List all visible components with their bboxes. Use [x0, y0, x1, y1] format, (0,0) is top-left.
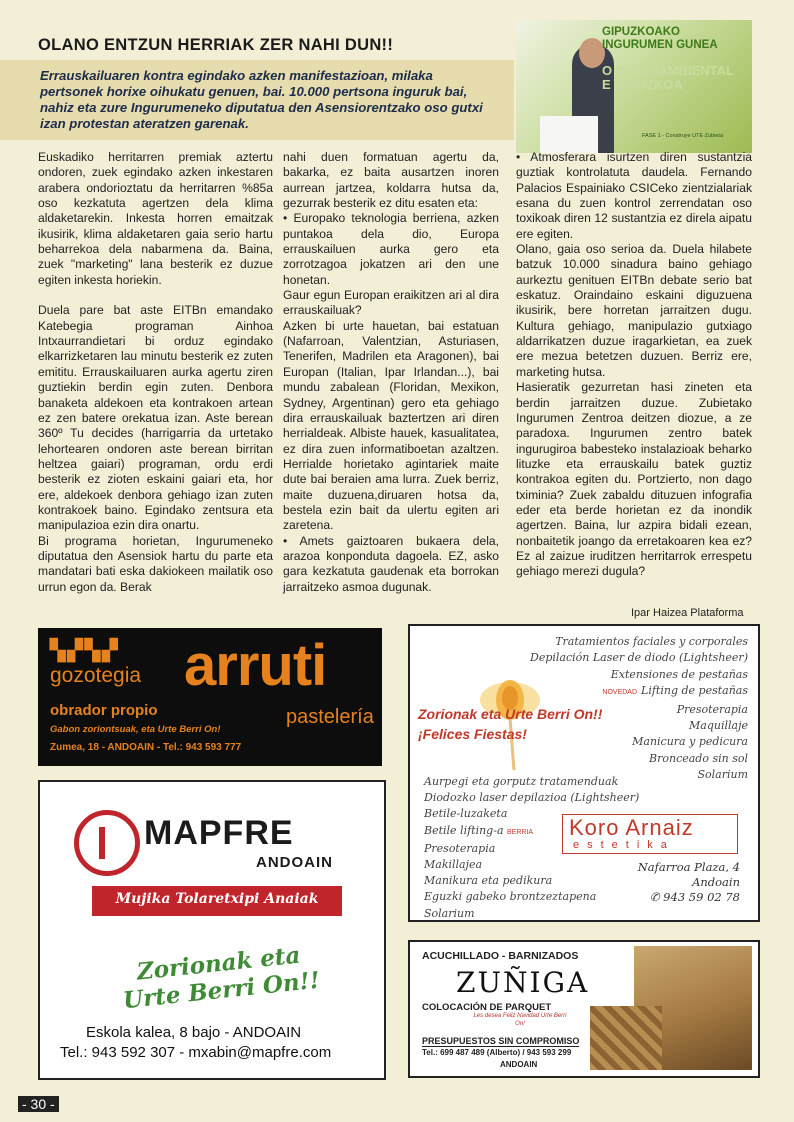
- photo-sign-text-2: O MEDIOAMBIENTAL E GIPUZKOA: [602, 63, 734, 92]
- arruti-obrador: obrador propio: [50, 702, 158, 719]
- zuniga-service: COLOCACIÓN DE PARQUET: [422, 1002, 552, 1013]
- ad-koro-arnaiz: [408, 624, 760, 922]
- parquet-tiles-photo: [590, 1006, 662, 1070]
- koro-greeting-basque: Zorionak eta Urte Berri On!!: [418, 706, 603, 722]
- zuniga-greeting: Les desea Feliz Navidad Urte Berri On!: [473, 1013, 567, 1027]
- mapfre-logo-icon: [74, 810, 140, 876]
- photo-caption: FASE 1 - Construye UTE Zubieta: [642, 133, 724, 139]
- article-signature: Ipar Haizea Plataforma: [631, 607, 744, 619]
- arruti-address: Zumea, 18 - ANDOAIN - Tel.: 943 593 777: [50, 742, 242, 753]
- ad-mapfre: [38, 780, 386, 1080]
- article-column-1: Euskadiko herritarren premiak aztertu ondoren, zuek egindako azken inkestaren arabera ondorioztatu da herritarren %85a oso kezkatuta agertzen dela klima aldaketarekin. Inkesta horren emaitzak ikusirik, klima aldaketaren gaia serio hartu beharrekoa dela nabarmena da. Baina, zuek "marketing" lana besterik ez duzue egiten inkesta horiekin. Duela pare bat aste EITBn emandako Katebegia programan Ainhoa Intxaurrandietari bi orduz egindako elkarrizketaren lau minutu besterik ez zuten emititu. Errauskailuaren aurka agertu ziren guztiekin berdin egin zuten. Denbora banaketa aldekoen eta kontrakoen artean ez zen batere orekatua izan. Aste berean 360º Tu decides (harrigarria da urtetako lehortearen ondoren aste berean birritan heltzea gaiari) programan, ordu erdi besterik ez zioten eskaini gaiari eta, hor ere, aldekoek denbora gehiago izan zuten kontrakoek baino. Egindako zentsura eta manipulazioa ezin dira onartu. Bi programa horietan, Ingurumeneko diputatua den Asensiok hartu du parte eta mandatari bati eska dakiokeen mailatik oso urrun egon da. Berak: [38, 150, 273, 594]
- page-number: - 30 -: [18, 1096, 59, 1112]
- article-lead-band: [0, 60, 514, 140]
- arruti-pasteleria: pastelería: [286, 706, 374, 728]
- mapfre-greeting: Zorionak eta Urte Berri On!!: [121, 941, 322, 1015]
- ad-zuniga: [408, 940, 760, 1078]
- ad-arruti: [38, 628, 382, 766]
- article-column-3: • Atmosferara isurtzen diren sustantzia guztiak kontrolatuta daudela. Fernando Palacios Espainiako CSICeko zientzialariak esana du zuen kontrol zerrendatan oso toxikoak diren 12 sustantzia ez direla aipatu ere egiten. Olano, gaia oso serioa da. Duela hilabete batzuk 10.000 sinadura baino gehiago aurkeztu genituen EITBn debate serio bat eskatuz. Oraindaino eskaini diguzuena ikusirik, bere horretan jarraitzen dugu. Kultura gehiago, manipulazio gutxiago aldarrikatzen duzue iragarkietan, ea zuek ere mezua betetzen duzuen. Berriz ere, marketing hutsa. Hasieratik gezurretan hasi zineten eta berdin jarraitzen duzue. Zubietako Ingurumen Zentroa deitzen diozue, a ze paradoxa. Ingurumen zentro batek ingurugiroa babesteko instalazioak beharko lituzke eta errauskailu batek guztiz kontrakoa egiten du. Portzierto, non dago tximinia? Zuek zabaldu dituzuen infografia eder eta berde horietan ez da inondik agertzen. Baina, lur azpira bidali ezean, nonbaitetik joango da erretakoaren kea ez? Ez al zaizue iruditzen herritarrok errespetu gehiago merezi dugula?: [516, 150, 752, 579]
- mapfre-agency-band: [92, 886, 342, 916]
- zuniga-brand: ZUÑIGA: [456, 966, 590, 999]
- zuniga-header: ACUCHILLADO - BARNIZADOS: [422, 950, 579, 962]
- podium: [540, 116, 598, 153]
- mapfre-brand: MAPFRE: [144, 814, 294, 852]
- koro-phone: ✆ 943 59 02 78: [649, 890, 740, 904]
- koro-brand-box: [562, 814, 738, 854]
- mapfre-contact: Tel.: 943 592 307 - mxabin@mapfre.com: [60, 1044, 332, 1061]
- arruti-greeting: Gabon zoriontsuak, eta Urte Berri On!: [50, 724, 221, 735]
- article-photo: [516, 20, 752, 153]
- photo-sign-text: GIPUZKOAKO INGURUMEN GUNEA: [602, 26, 718, 51]
- koro-address: Nafarroa Plaza, 4 Andoain ✆ 943 59 02 78: [637, 860, 740, 904]
- zuniga-phones: Tel.: 699 487 489 (Alberto) / 943 593 299: [422, 1048, 572, 1057]
- arruti-gozotegia: gozotegia: [50, 664, 142, 687]
- koro-services-basque: Aurpegi eta gorputz tratamenduak Diodozko laser depilazioa (Lightsheer) Betile-luzaketa Betile lifting-a BERRIA Presoterapia Makillajea Manikura eta pedikura Eguzki gabeko brontzeztapena Solarium: [424, 775, 640, 920]
- koro-berria-badge: BERRIA: [507, 828, 534, 836]
- mapfre-town: ANDOAIN: [256, 854, 333, 871]
- mapfre-agency: Mujika Tolaretxipi Anaiak: [115, 891, 319, 907]
- article-title: OLANO ENTZUN HERRIAK ZER NAHI DUN!!: [38, 36, 394, 54]
- koro-brand-name: Koro Arnaiz: [569, 815, 694, 840]
- zuniga-town: ANDOAIN: [500, 1060, 538, 1069]
- koro-brand-sub: estetika: [573, 839, 675, 851]
- koro-novedad-badge: NOVEDAD: [602, 689, 638, 697]
- article-column-2: nahi duen formatuan agertu da, bakarka, ez baita ausartzen inoren aurrean jartzea, koldarra hutsa da, gezurrak besterik ez ditu esaten eta: • Europako teknologia berriena, azken puntakoa dela dio, Europa errauskailuen aurka gero eta zorrotzagoa jokatzen ari den une honetan. Gaur egun Europan eraikitzen ari al dira errauskailuak? Azken bi urte hauetan, bai estatuan (Nafarroan, Valentzian, Asturiasen, Tenerifen, Madrilen eta Aragonen), bai Europan (Italian, Ipar Irlandan...), bai mundu zabalean (Floridan, Mexikon, Sydney, Argentinan) gero eta gehiago dira errauskailuak baztertzen ari diren herrialdeak. Albiste hauek, kasualitatea, ez dira zuen informatiboetan azaltzen. Herrialde horietako agintariek maite dute bai beraien ama lurra. Zuek berriz, maite duzuena,diruaren hotsa da, bestela ezin bait da ulertu egiten ari zaretena. • Amets gaiztoaren bukaera dela, arazoa konponduta dagoela. EZ, asko gara kezkatuta gaudenak eta borrokan jarraitzeko asmoa dugunak.: [283, 150, 499, 594]
- zuniga-budget: PRESUPUESTOS SIN COMPROMISO: [422, 1036, 580, 1046]
- koro-greeting-spanish: ¡Felices Fiestas!: [418, 726, 527, 742]
- article-lead: Errauskailuaren kontra egindako azken manifestazioan, milaka pertsonek horixe oihukatu genuen, bai. 10.000 pertsona inguruk bai, nahiz eta zure Ingurumeneko diputatua den Asensiorentzako oso gutxi izan protestan ateratzen garenak.: [40, 68, 483, 131]
- mapfre-address: Eskola kalea, 8 bajo - ANDOAIN: [86, 1024, 302, 1041]
- arruti-logo-icon: ▚▞▚▞: [50, 640, 120, 662]
- koro-services-spanish: Tratamientos faciales y corporales Depilación Laser de diodo (Lightsheer) Extensiones de pestañas NOVEDAD Lifting de pestañas Presoterapia Maquillaje Manicura y pedicura Bronceado sin sol Solarium: [530, 635, 748, 782]
- arruti-brand: arruti: [184, 633, 327, 698]
